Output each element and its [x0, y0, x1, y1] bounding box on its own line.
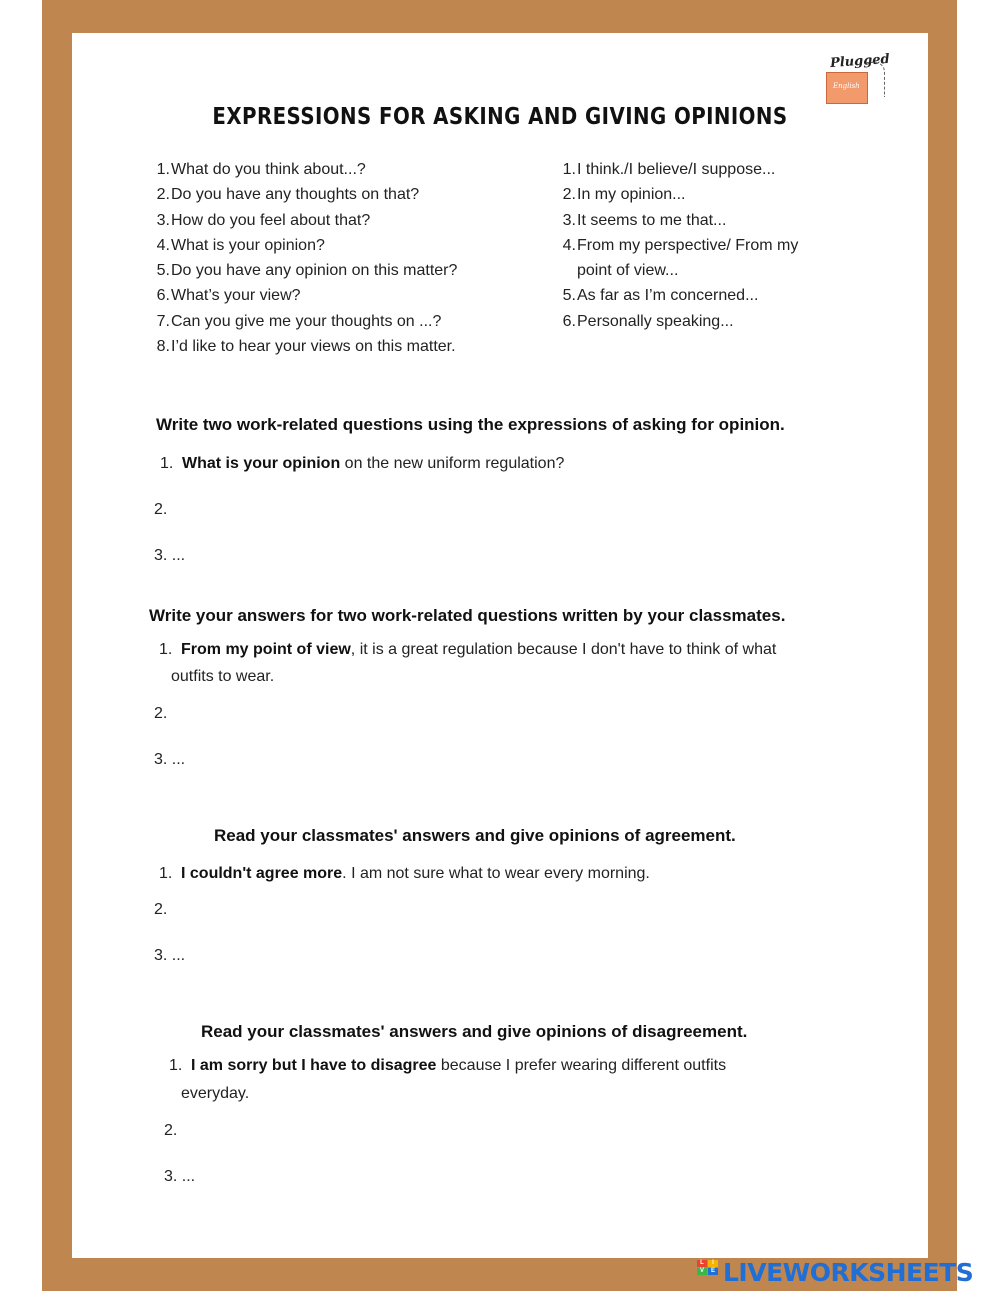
example-agreement: 1. I couldn't agree more. I am not sure what to wear every morning. [159, 865, 650, 882]
giving-expressions-list [556, 157, 856, 334]
answer-line-2[interactable]: 2. [154, 901, 168, 918]
answer-line-2[interactable]: 2. [154, 501, 168, 518]
answer-line-3[interactable]: 3. ... [154, 751, 186, 768]
list-item: 1. I think./I believe/I suppose... [562, 161, 776, 178]
list-item: 2. Do you have any thoughts on that? [156, 186, 420, 204]
logo-cable [866, 62, 885, 97]
answer-line-3[interactable]: 3. ... [154, 947, 186, 964]
list-item: 4. From my perspective/ From my point of view... [562, 236, 799, 280]
list-item: 3. It seems to me that... [562, 211, 727, 229]
laptop-icon [826, 72, 868, 104]
logo-word: Plugged [829, 51, 891, 72]
section-heading-answers: Write your answers for two work-related questions written by your classmates. [149, 606, 786, 625]
answer-line-3[interactable]: 3. ... [164, 1168, 196, 1185]
liveworksheets-cubes-icon: L I V E [697, 1260, 719, 1284]
list-item: 5. Do you have any opinion on this matter? [156, 262, 458, 280]
list-item: 7. Can you give me your thoughts on ...? [156, 312, 442, 330]
list-item: 3. How do you feel about that? [156, 211, 371, 229]
example-disagreement-continued: everyday. [181, 1085, 250, 1102]
example-answer: 1. From my point of view, it is a great regulation because I don't have to think of what [159, 641, 777, 658]
list-item: 6. What’s your view? [156, 287, 301, 305]
section-heading-disagreement: Read your classmates' answers and give opinions of disagreement. [201, 1022, 748, 1041]
asking-expressions-list [150, 157, 530, 359]
answer-line-2[interactable]: 2. [154, 705, 168, 722]
section-heading-questions: Write two work-related questions using the expressions of asking for opinion. [156, 415, 785, 434]
list-item: 4. What is your opinion? [156, 236, 325, 254]
plugged-english-logo [822, 51, 891, 110]
answer-line-2[interactable]: 2. [164, 1122, 178, 1139]
list-item: 1. What do you think about...? [156, 161, 366, 178]
list-item: 2. In my opinion... [562, 186, 686, 204]
list-item: 5. As far as I’m concerned... [562, 287, 759, 305]
list-item: 6. Personally speaking... [562, 312, 734, 330]
example-question: 1. What is your opinion on the new uniform regulation? [160, 455, 565, 472]
section-heading-agreement: Read your classmates' answers and give opinions of agreement. [214, 826, 736, 845]
liveworksheets-text: LIVEWORKSHEETS [723, 1258, 974, 1287]
example-answer-continued: outfits to wear. [171, 668, 275, 685]
example-disagreement: 1. I am sorry but I have to disagree because I prefer wearing different outfits [169, 1057, 727, 1074]
logo-screen-text: English [833, 82, 860, 90]
page-title: EXPRESSIONS FOR ASKING AND GIVING OPINIONS [212, 104, 788, 130]
list-item: 8. I’d like to hear your views on this matter. [156, 338, 456, 356]
liveworksheets-watermark[interactable] [697, 1258, 997, 1288]
answer-line-3[interactable]: 3. ... [154, 547, 186, 564]
